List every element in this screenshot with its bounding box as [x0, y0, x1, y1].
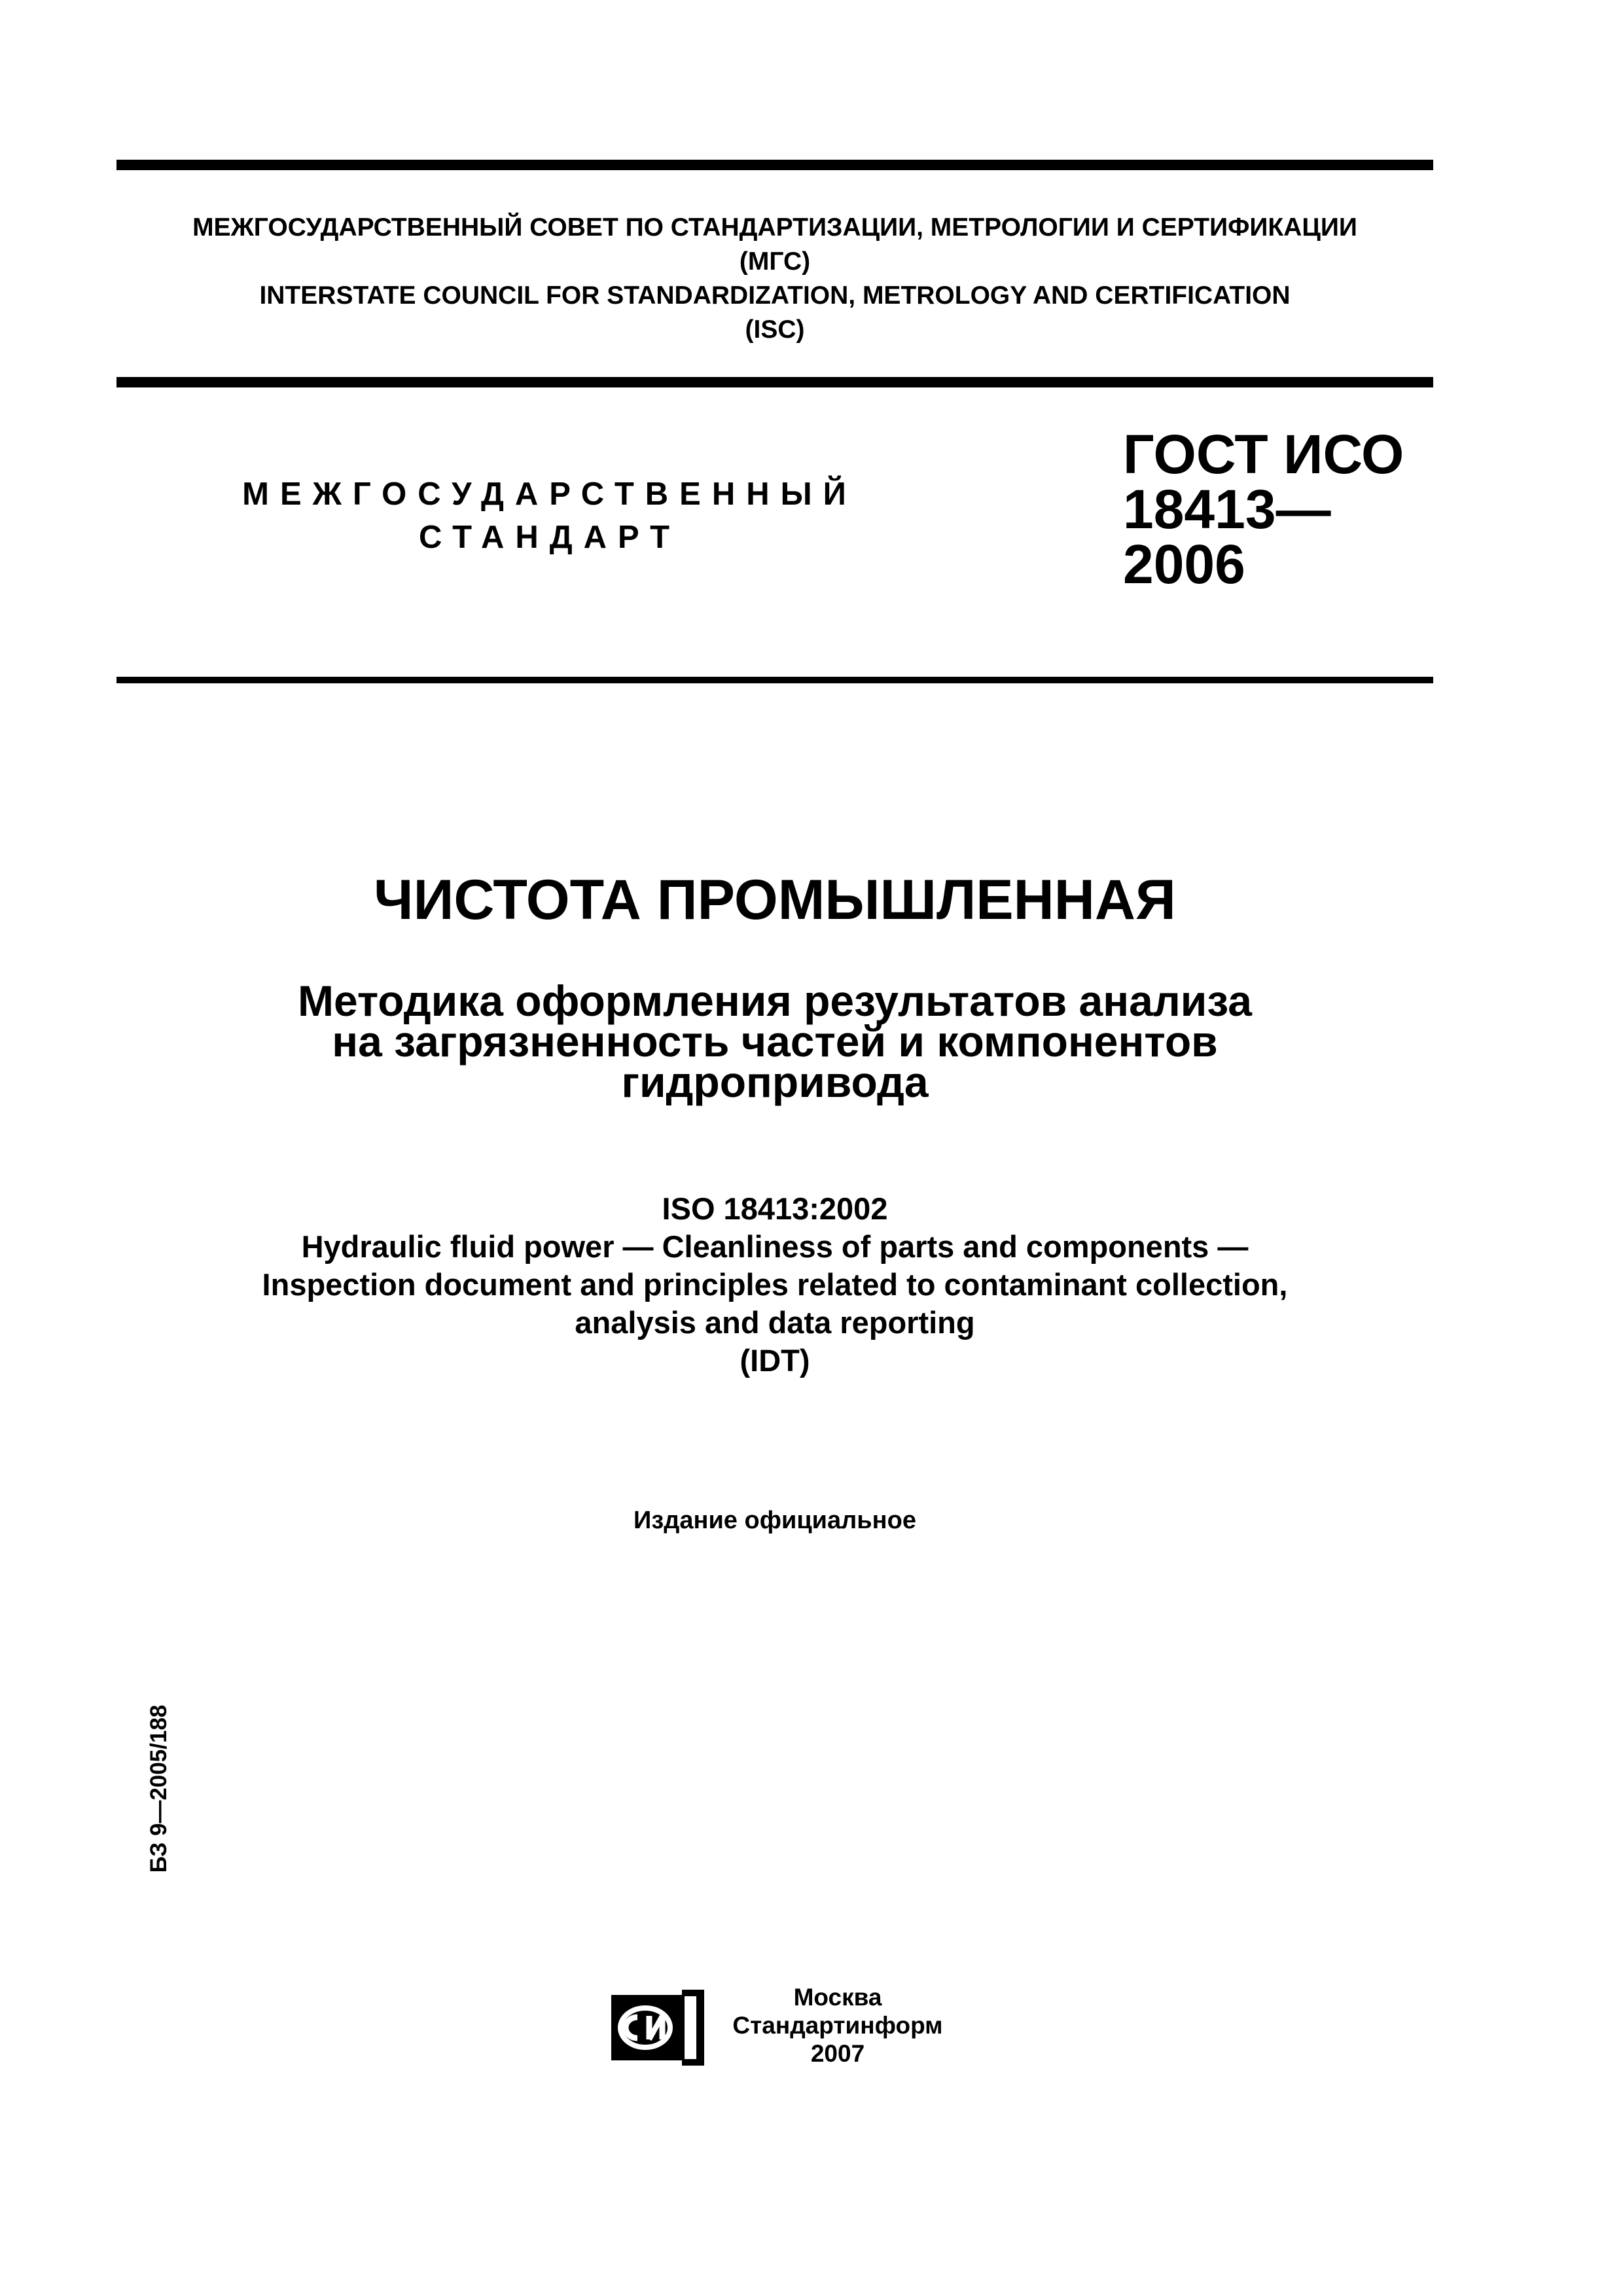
- subtitle-line3: гидропривода: [621, 1058, 929, 1106]
- subtitle-line2: на загрязненность частей и компонентов: [332, 1017, 1218, 1066]
- iso-title-line3: analysis and data reporting: [575, 1305, 975, 1340]
- publisher-city: Москва: [793, 1984, 882, 2011]
- standard-type-line1: МЕЖГОСУДАРСТВЕННЫЙ: [242, 476, 857, 512]
- designation-line2: 18413—: [1123, 478, 1331, 540]
- council-name-ru: МЕЖГОСУДАРСТВЕННЫЙ СОВЕТ ПО СТАНДАРТИЗАЦИИ, МЕТРОЛОГИИ И СЕРТИФИКАЦИИ: [192, 213, 1357, 242]
- iso-code: ISO 18413:2002: [662, 1191, 888, 1226]
- standard-type-line2: СТАНДАРТ: [418, 520, 681, 555]
- subtitle-line1: Методика оформления результатов анализа: [298, 977, 1252, 1025]
- document-subtitle: [116, 977, 1433, 1106]
- iso-title-line2: Inspection document and principles related to contaminant collection,: [262, 1267, 1288, 1302]
- standard-type: [216, 473, 883, 559]
- publisher-info: [713, 1983, 962, 2068]
- council-header: [116, 211, 1433, 347]
- standartinform-logo-icon: [609, 1990, 707, 2066]
- designation-line3: 2006: [1123, 533, 1245, 595]
- edition-label: Издание официальное: [633, 1507, 916, 1534]
- iso-reference: [116, 1190, 1433, 1380]
- publisher-name: Стандартинформ: [732, 2012, 943, 2039]
- council-name-en: INTERSTATE COUNCIL FOR STANDARDIZATION, METROLOGY AND CERTIFICATION: [259, 281, 1291, 310]
- iso-title-line1: Hydraulic fluid power — Cleanliness of parts and components —: [301, 1229, 1249, 1264]
- document-title: ЧИСТОТА ПРОМЫШЛЕННАЯ: [374, 869, 1176, 931]
- iso-equivalence: (IDT): [740, 1343, 810, 1378]
- council-abbr-en: (ISC): [745, 315, 805, 344]
- designation-line1: ГОСТ ИСО: [1123, 423, 1404, 485]
- standard-designation: [1123, 423, 1404, 595]
- council-abbr-ru: (МГС): [739, 247, 811, 276]
- header-rule: [116, 377, 1433, 387]
- side-code: БЗ 9—2005/188: [146, 1704, 171, 1873]
- top-rule: [116, 160, 1433, 170]
- designation-rule: [116, 677, 1433, 683]
- publisher-year: 2007: [810, 2040, 865, 2067]
